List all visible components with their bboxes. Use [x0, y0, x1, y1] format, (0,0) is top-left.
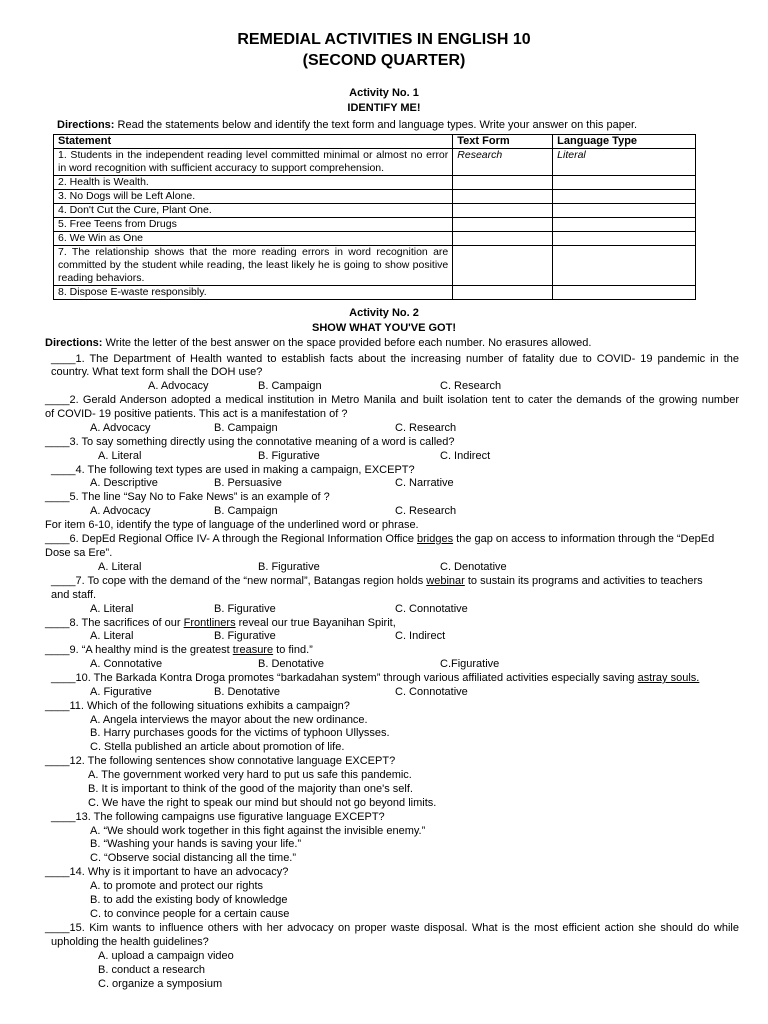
activity1-table	[53, 134, 696, 300]
option-a: A. Literal	[98, 561, 142, 573]
table-row	[54, 286, 696, 300]
document-subtitle: (SECOND QUARTER)	[302, 52, 466, 69]
option-b: B. Harry purchases goods for the victims of typhoon Ullysses.	[90, 727, 390, 739]
option-b: B. to add the existing body of knowledge	[90, 894, 288, 906]
option-a: A. Descriptive	[90, 477, 158, 489]
option-b: B. Campaign	[214, 505, 278, 517]
language-type-cell[interactable]	[553, 218, 696, 232]
option-b: B. conduct a research	[98, 964, 206, 976]
q9-pre: ____9. “A healthy mind is the greatest	[45, 644, 233, 656]
question-9	[45, 644, 313, 657]
option-b: B. Denotative	[214, 686, 281, 698]
instruction-note: For item 6-10, identify the type of language of the underlined word or phrase.	[45, 519, 419, 531]
q9-underlined: treasure	[232, 644, 274, 656]
q7-pre: ____7. To cope with the demand of the “new normal”, Batangas region holds	[51, 575, 427, 587]
option-c: C. to convince people for a certain cause	[90, 908, 290, 920]
q8-post: reveal our true Bayanihan Spirit,	[235, 617, 396, 629]
text-form-cell[interactable]	[453, 286, 553, 300]
language-type-cell[interactable]	[553, 286, 696, 300]
option-b: B. Figurative	[214, 630, 276, 642]
activity2-heading: Activity No. 2	[349, 307, 419, 319]
table-row	[54, 190, 696, 204]
option-a: A. Figurative	[90, 686, 152, 698]
activity2-directions	[45, 337, 591, 350]
option-c: C. Research	[395, 505, 457, 517]
q9-post: to find.”	[273, 644, 313, 656]
option-b: B. Campaign	[258, 380, 322, 392]
question-14: ____14. Why is it important to have an advocacy?	[45, 866, 289, 878]
q10-pre: ____10. The Barkada Kontra Droga promotes “barkadahan system” through various affiliated activities especially saving	[51, 672, 638, 684]
question-6-line2: Dose sa Ere”.	[45, 547, 113, 559]
option-b: B. Campaign	[214, 422, 278, 434]
option-a: A. upload a campaign video	[98, 950, 234, 962]
question-3: ____3. To say something directly using the connotative meaning of a word is called?	[45, 436, 455, 448]
question-1-line1: ____1. The Department of Health wanted to establish facts about the increasing number of fatality due to COVID- 19 pandemic in the	[51, 353, 739, 365]
statement-cell: 8. Dispose E-waste responsibly.	[54, 286, 453, 300]
text-form-cell[interactable]	[453, 176, 553, 190]
text-form-cell[interactable]	[453, 204, 553, 218]
option-c: C. Connotative	[395, 686, 468, 698]
activity1-subheading: IDENTIFY ME!	[347, 102, 421, 114]
q7-underlined: webinar	[426, 575, 465, 587]
table-row	[54, 232, 696, 246]
question-1-line2: country. What text form shall the DOH use?	[51, 366, 263, 378]
question-6-line1	[45, 533, 714, 546]
option-a: A. Angela interviews the mayor about the new ordinance.	[90, 714, 368, 726]
question-2-line1: ____2. Gerald Anderson adopted a medical institution in Metro Manila and built isolation tent to cater the demands of the growing number	[45, 394, 739, 406]
statement-cell: 6. We Win as One	[54, 232, 453, 246]
q8-underlined: Frontliners	[183, 617, 236, 629]
option-a: A. to promote and protect our rights	[90, 880, 264, 892]
table-header-row	[54, 135, 696, 149]
statement-cell: 7. The relationship shows that the more reading errors in word recognition are committed by the student while reading, the least likely he is going to show positive reading behaviors.	[54, 246, 453, 286]
option-c: C. organize a symposium	[98, 978, 223, 990]
statement-cell: 1. Students in the independent reading level committed minimal or almost no error in word recognition with sufficient accuracy to support comprehension.	[54, 149, 453, 176]
question-12: ____12. The following sentences show connotative language EXCEPT?	[45, 755, 396, 767]
question-7-line1	[51, 575, 703, 588]
option-c: C. Narrative	[395, 477, 454, 489]
option-a: A. Literal	[98, 450, 142, 462]
option-a: A. Advocacy	[90, 505, 151, 517]
directions-label: Directions:	[45, 337, 103, 349]
option-b: B. It is important to think of the good of the majority than one's self.	[88, 783, 413, 795]
option-c: C. Indirect	[395, 630, 446, 642]
statement-cell: 3. No Dogs will be Left Alone.	[54, 190, 453, 204]
q6-pre: ____6. DepEd Regional Office IV- A through the Regional Information Office	[45, 533, 417, 545]
option-c: C. Connotative	[395, 603, 468, 615]
activity1-directions	[57, 119, 637, 132]
directions-text: Write the letter of the best answer on the space provided before each number. No erasures allowed.	[102, 337, 592, 349]
option-a: A. “We should work together in this fight against the invisible enemy.”	[90, 825, 426, 837]
text-form-cell[interactable]	[453, 190, 553, 204]
table-row	[54, 246, 696, 286]
option-c: C. Research	[440, 380, 502, 392]
language-type-cell[interactable]	[553, 246, 696, 286]
option-b: B. Figurative	[258, 450, 320, 462]
question-13: ____13. The following campaigns use figurative language EXCEPT?	[51, 811, 385, 823]
question-15-line1: ____15. Kim wants to influence others with her advocacy on proper waste disposal. What is the most efficient action she should do while	[45, 922, 739, 934]
option-b: B. Persuasive	[214, 477, 282, 489]
option-a: A. Advocacy	[148, 380, 209, 392]
option-b: B. Figurative	[214, 603, 276, 615]
language-type-cell[interactable]	[553, 176, 696, 190]
option-a: A. Literal	[90, 603, 134, 615]
col-statement: Statement	[54, 135, 453, 149]
question-2-line2: of COVID- 19 positive patients. This act is a manifestation of ?	[45, 408, 348, 420]
option-a: A. The government worked very hard to put us safe this pandemic.	[88, 769, 412, 781]
statement-cell: 2. Health is Wealth.	[54, 176, 453, 190]
document-title: REMEDIAL ACTIVITIES IN ENGLISH 10	[237, 31, 531, 48]
language-type-cell[interactable]	[553, 204, 696, 218]
directions-text: Read the statements below and identify the text form and language types. Write your answer on this paper.	[114, 119, 638, 131]
question-7-line2: and staff.	[51, 589, 97, 601]
language-type-cell[interactable]	[553, 190, 696, 204]
question-8	[45, 617, 396, 630]
question-5: ____5. The line “Say No to Fake News” is an example of ?	[45, 491, 330, 503]
question-15-line2: upholding the health guidelines?	[51, 936, 209, 948]
text-form-cell[interactable]	[453, 246, 553, 286]
directions-label: Directions:	[57, 119, 115, 131]
option-b: B. “Washing your hands is saving your life.”	[90, 838, 302, 850]
activity2-subheading: SHOW WHAT YOU'VE GOT!	[312, 322, 456, 334]
option-c: C. “Observe social distancing all the time.”	[90, 852, 297, 864]
q6-post: the gap on access to information through the “DepEd	[453, 533, 715, 545]
option-a: A. Literal	[90, 630, 134, 642]
activity1-heading: Activity No. 1	[349, 87, 419, 99]
statement-cell: 4. Don't Cut the Cure, Plant One.	[54, 204, 453, 218]
table-row	[54, 204, 696, 218]
option-a: A. Connotative	[90, 658, 163, 670]
question-4: ____4. The following text types are used in making a campaign, EXCEPT?	[51, 464, 415, 476]
col-language-type: Language Type	[553, 135, 696, 149]
option-c: C. Research	[395, 422, 457, 434]
q7-post: to sustain its programs and activities to teachers	[464, 575, 703, 587]
q6-underlined: bridges	[417, 533, 454, 545]
option-b: B. Figurative	[258, 561, 320, 573]
option-b: B. Denotative	[258, 658, 325, 670]
question-10	[51, 672, 699, 685]
option-a: A. Advocacy	[90, 422, 151, 434]
option-c: C. Stella published an article about promotion of life.	[90, 741, 345, 753]
statement-cell: 5. Free Teens from Drugs	[54, 218, 453, 232]
text-form-cell[interactable]: Research	[453, 149, 553, 176]
question-11: ____11. Which of the following situations exhibits a campaign?	[45, 700, 350, 712]
col-text-form: Text Form	[453, 135, 553, 149]
language-type-cell[interactable]	[553, 232, 696, 246]
text-form-cell[interactable]	[453, 232, 553, 246]
q8-pre: ____8. The sacrifices of our	[45, 617, 184, 629]
table-row	[54, 176, 696, 190]
option-c: C. Indirect	[440, 450, 491, 462]
q10-underlined: astray souls.	[637, 672, 700, 684]
option-c: C. We have the right to speak our mind but should not go beyond limits.	[88, 797, 437, 809]
option-c: C.Figurative	[440, 658, 500, 670]
text-form-cell[interactable]	[453, 218, 553, 232]
language-type-cell[interactable]: Literal	[553, 149, 696, 176]
table-row	[54, 149, 696, 176]
option-c: C. Denotative	[440, 561, 507, 573]
table-row	[54, 218, 696, 232]
